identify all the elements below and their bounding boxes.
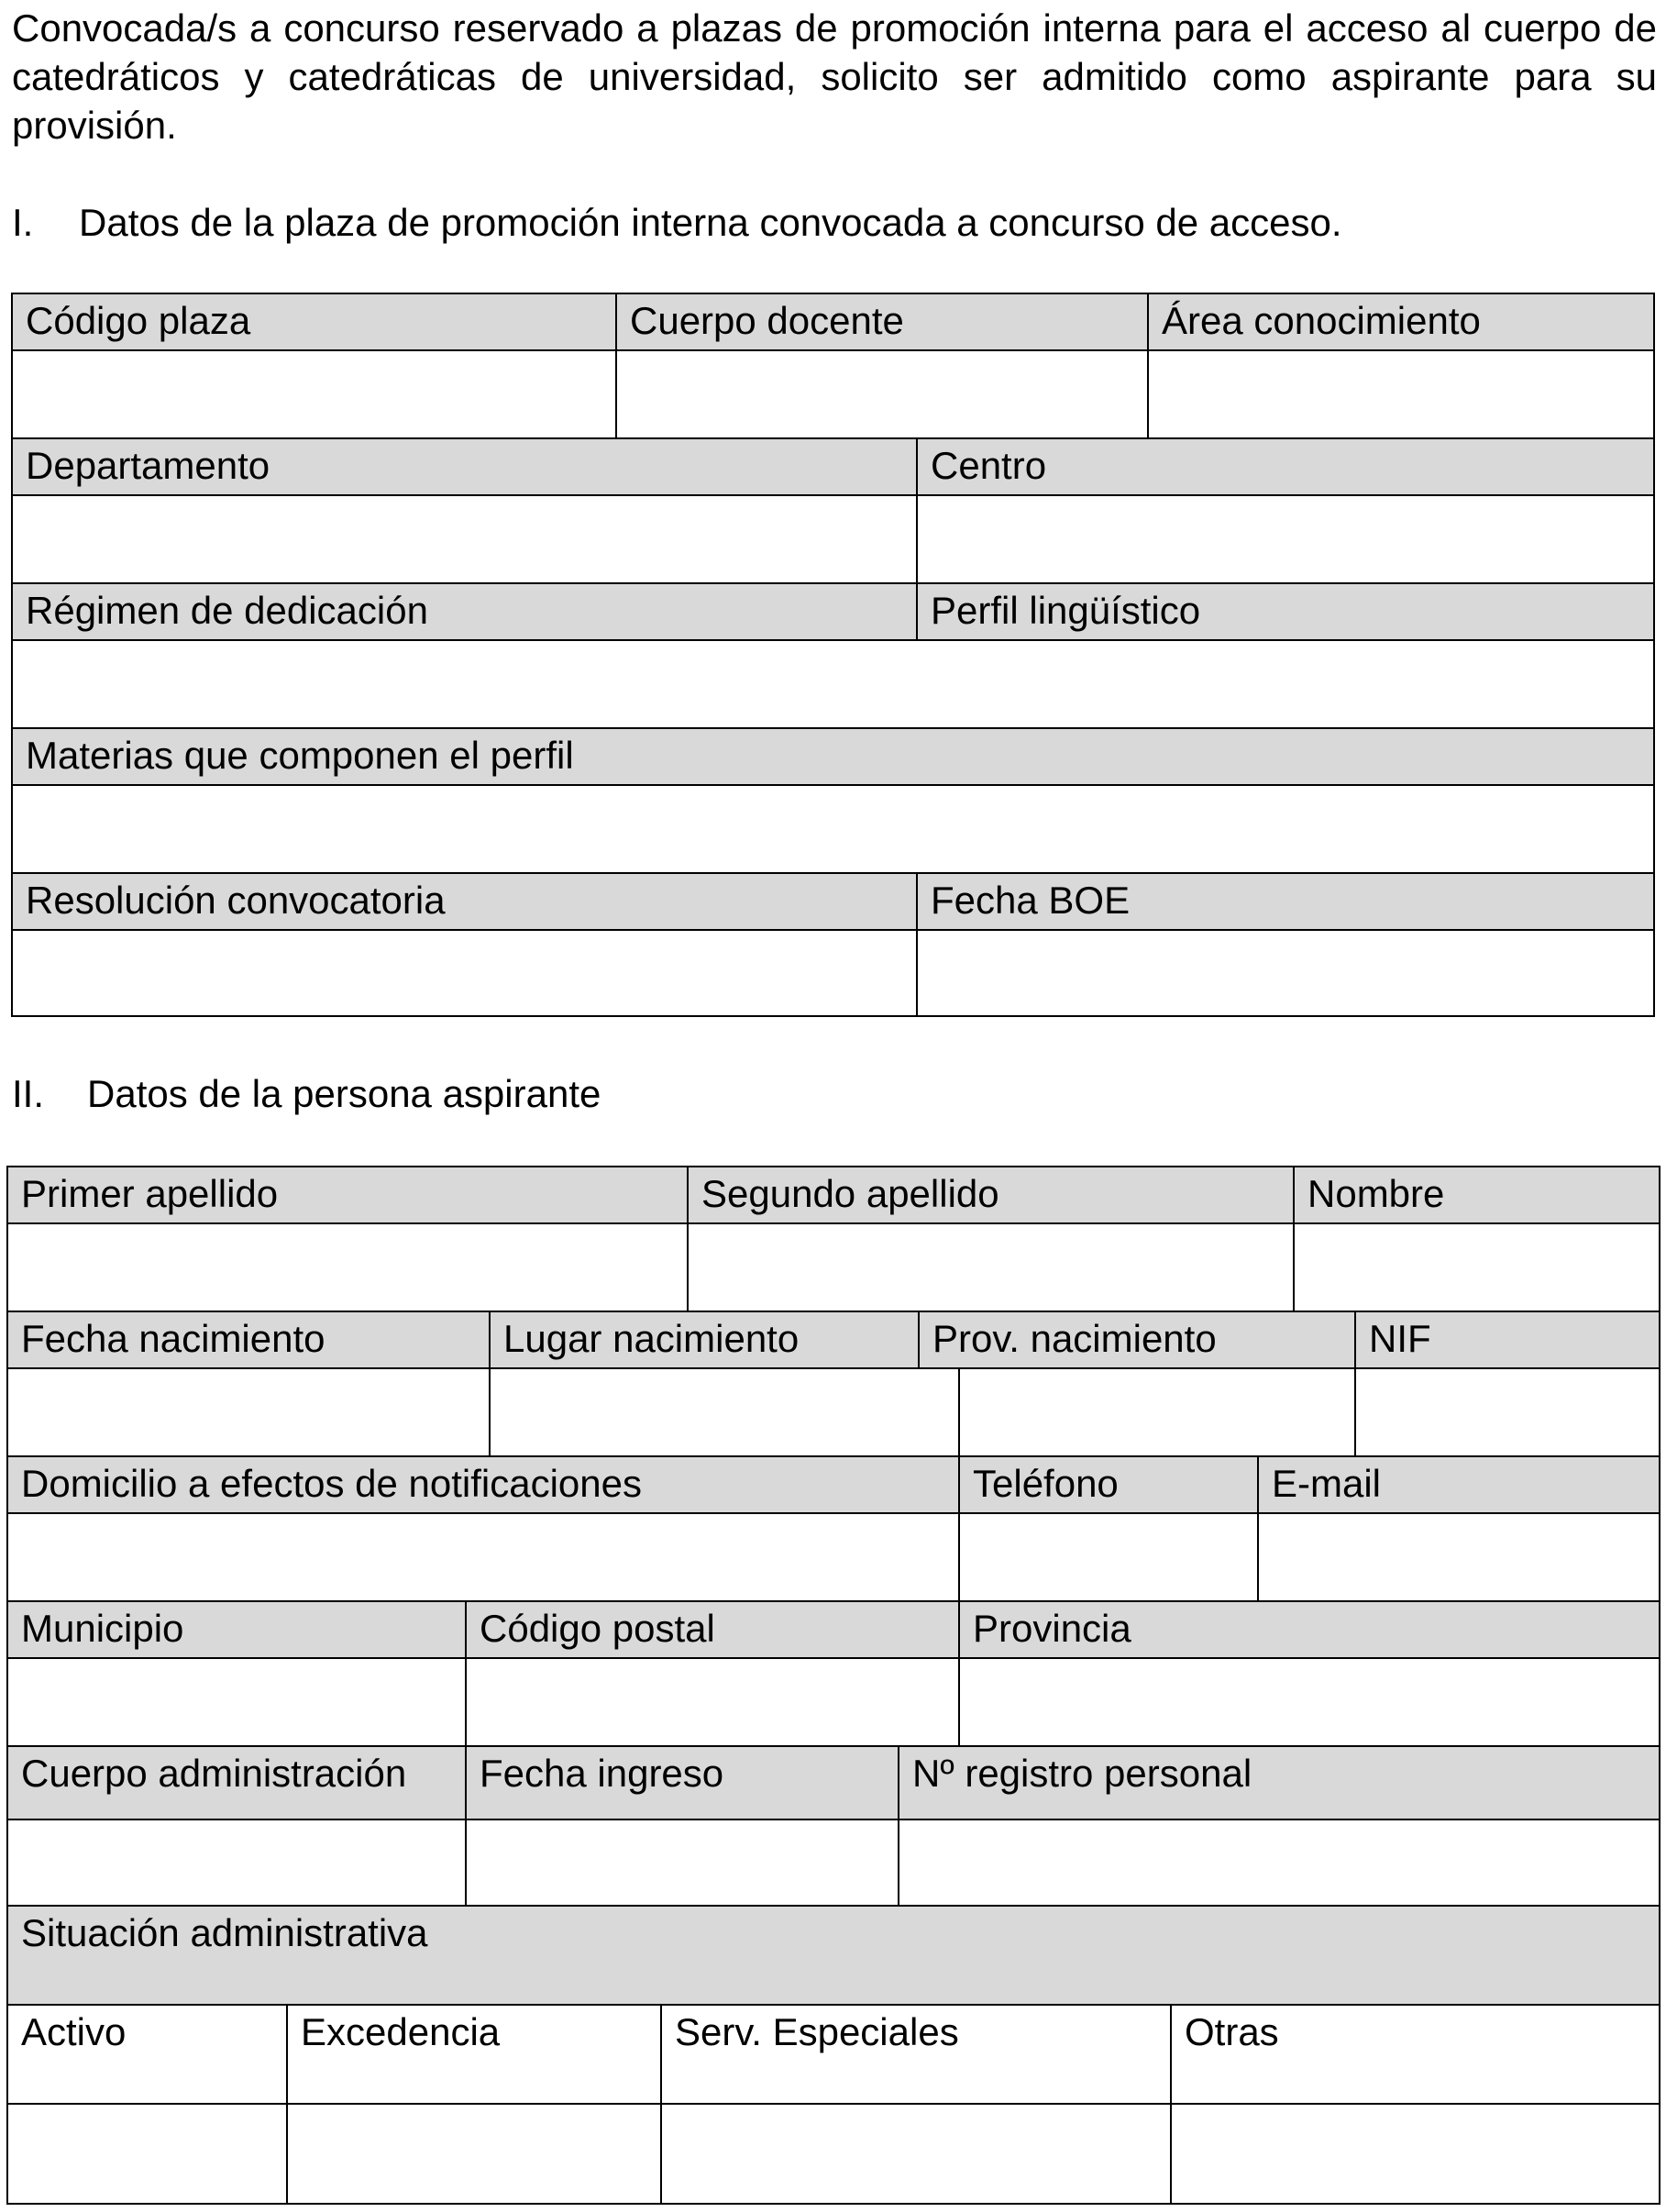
nombre-label: Nombre — [1295, 1167, 1659, 1224]
segundo-apellido-label: Segundo apellido — [689, 1167, 1295, 1224]
plaza-input-row-4 — [13, 786, 1653, 874]
domicilio-label: Domicilio a efectos de notificaciones — [8, 1457, 960, 1514]
excedencia-field[interactable] — [288, 2105, 662, 2203]
aspirante-input-row-3 — [8, 1514, 1659, 1602]
section-1-title: Datos de la plaza de promoción interna convocada a concurso de acceso. — [79, 201, 1342, 244]
otras-label: Otras — [1172, 2006, 1659, 2105]
situacion-input-row — [8, 2105, 1659, 2203]
municipio-field[interactable] — [8, 1659, 467, 1747]
serv-especiales-label: Serv. Especiales — [662, 2006, 1172, 2105]
fecha-nacimiento-label: Fecha nacimiento — [8, 1312, 491, 1369]
excedencia-label: Excedencia — [288, 2006, 662, 2105]
regimen-perfil-field[interactable] — [13, 641, 1653, 729]
codigo-postal-label: Código postal — [467, 1602, 960, 1659]
situacion-administrativa-label: Situación administrativa — [8, 1907, 1659, 2006]
plaza-label-row-3 — [13, 584, 1653, 641]
materias-perfil-label: Materias que componen el perfil — [13, 729, 1653, 786]
plaza-input-row-3 — [13, 641, 1653, 729]
materias-perfil-field[interactable] — [13, 786, 1653, 874]
codigo-postal-field[interactable] — [467, 1659, 960, 1747]
section-2-number: II. — [12, 1072, 45, 1115]
cuerpo-administracion-label: Cuerpo administración — [8, 1747, 467, 1820]
intro-paragraph: Convocada/s a concurso reservado a plazas de promoción interna para el acceso al cuerpo de catedráticos y catedráticas de universidad, solicito ser admitido como aspirante para su provisión. — [12, 6, 1657, 147]
provincia-label: Provincia — [960, 1602, 1659, 1659]
prov-nacimiento-label: Prov. nacimiento — [920, 1312, 1356, 1369]
aspirante-label-row-1 — [8, 1167, 1659, 1224]
plaza-label-row-4 — [13, 729, 1653, 786]
primer-apellido-label: Primer apellido — [8, 1167, 689, 1224]
departamento-field[interactable] — [13, 496, 918, 584]
codigo-plaza-field[interactable] — [13, 351, 617, 439]
fecha-boe-label: Fecha BOE — [918, 874, 1653, 931]
cuerpo-docente-field[interactable] — [617, 351, 1149, 439]
resolucion-convocatoria-label: Resolución convocatoria — [13, 874, 918, 931]
fecha-ingreso-field[interactable] — [467, 1820, 899, 1907]
situacion-header-row — [8, 1907, 1659, 2006]
section-2-heading — [12, 1071, 601, 1117]
registro-personal-field[interactable] — [899, 1820, 1659, 1907]
regimen-dedicacion-label: Régimen de dedicación — [13, 584, 918, 641]
plaza-label-row-1 — [13, 294, 1653, 351]
otras-field[interactable] — [1172, 2105, 1659, 2203]
aspirante-input-row-4 — [8, 1659, 1659, 1747]
cuerpo-administracion-field[interactable] — [8, 1820, 467, 1907]
plaza-input-row-2 — [13, 496, 1653, 584]
plaza-label-row-5 — [13, 874, 1653, 931]
registro-personal-label: Nº registro personal — [899, 1747, 1659, 1820]
plaza-input-row-1 — [13, 351, 1653, 439]
aspirante-input-row-2 — [8, 1369, 1659, 1457]
section-1-heading — [12, 200, 1342, 246]
centro-field[interactable] — [918, 496, 1653, 584]
lugar-nacimiento-field[interactable] — [491, 1369, 960, 1457]
segundo-apellido-field[interactable] — [689, 1224, 1295, 1312]
plaza-form — [11, 293, 1655, 1017]
aspirante-label-row-2 — [8, 1312, 1659, 1369]
situacion-options-row — [8, 2006, 1659, 2105]
prov-nacimiento-field[interactable] — [960, 1369, 1356, 1457]
resolucion-convocatoria-field[interactable] — [13, 931, 918, 1015]
aspirante-label-row-4 — [8, 1602, 1659, 1659]
activo-label: Activo — [8, 2006, 288, 2105]
domicilio-field[interactable] — [8, 1514, 960, 1602]
aspirante-label-row-5 — [8, 1747, 1659, 1820]
email-field[interactable] — [1259, 1514, 1659, 1602]
cuerpo-docente-label: Cuerpo docente — [617, 294, 1149, 351]
fecha-boe-field[interactable] — [918, 931, 1653, 1015]
serv-especiales-field[interactable] — [662, 2105, 1172, 2203]
centro-label: Centro — [918, 439, 1653, 496]
telefono-field[interactable] — [960, 1514, 1259, 1602]
primer-apellido-field[interactable] — [8, 1224, 689, 1312]
plaza-label-row-2 — [13, 439, 1653, 496]
aspirante-input-row-5 — [8, 1820, 1659, 1907]
aspirante-form — [6, 1166, 1660, 2205]
fecha-ingreso-label: Fecha ingreso — [467, 1747, 899, 1820]
lugar-nacimiento-label: Lugar nacimiento — [491, 1312, 920, 1369]
perfil-linguistico-label: Perfil lingüístico — [918, 584, 1653, 641]
provincia-field[interactable] — [960, 1659, 1659, 1747]
codigo-plaza-label: Código plaza — [13, 294, 617, 351]
departamento-label: Departamento — [13, 439, 918, 496]
aspirante-label-row-3 — [8, 1457, 1659, 1514]
nif-label: NIF — [1356, 1312, 1659, 1369]
municipio-label: Municipio — [8, 1602, 467, 1659]
area-conocimiento-field[interactable] — [1149, 351, 1653, 439]
telefono-label: Teléfono — [960, 1457, 1259, 1514]
fecha-nacimiento-field[interactable] — [8, 1369, 491, 1457]
nombre-field[interactable] — [1295, 1224, 1659, 1312]
section-1-number: I. — [12, 201, 34, 244]
activo-field[interactable] — [8, 2105, 288, 2203]
area-conocimiento-label: Área conocimiento — [1149, 294, 1653, 351]
section-2-title: Datos de la persona aspirante — [87, 1072, 601, 1115]
email-label: E-mail — [1259, 1457, 1659, 1514]
nif-field[interactable] — [1356, 1369, 1659, 1457]
aspirante-input-row-1 — [8, 1224, 1659, 1312]
plaza-input-row-5 — [13, 931, 1653, 1015]
